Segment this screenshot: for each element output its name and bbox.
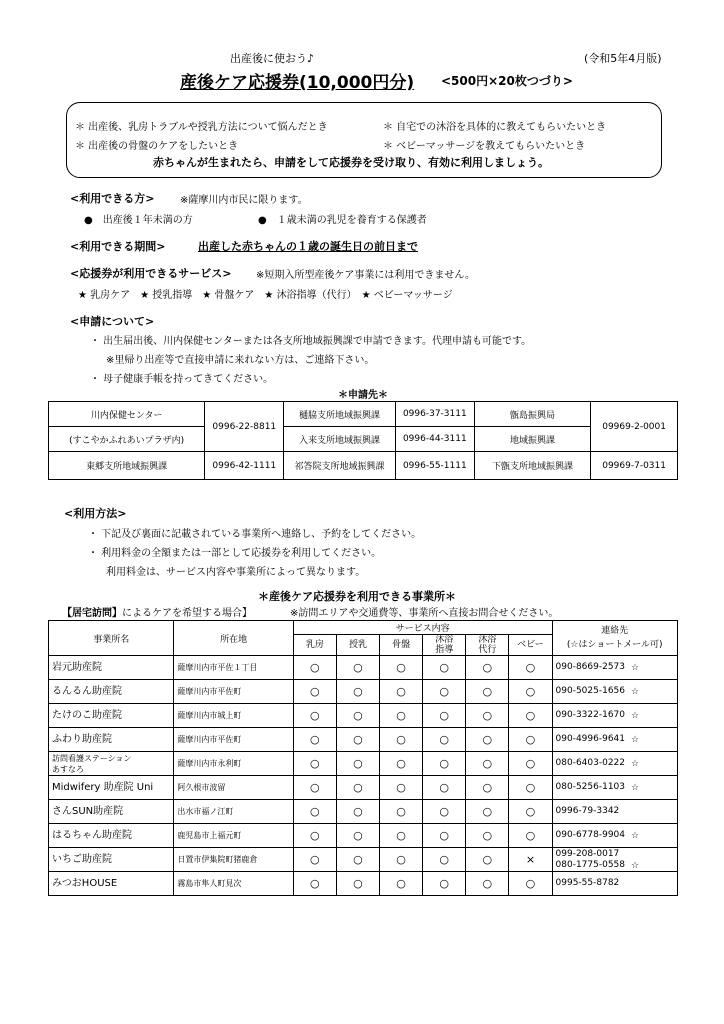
- col-contact-header: [552, 621, 677, 656]
- col-name-header: 事業所名: [49, 621, 174, 656]
- table-row: [49, 800, 678, 824]
- visit-label: 【居宅訪問】: [62, 608, 122, 619]
- office-iriki: 入来支所地域振興課: [284, 427, 396, 452]
- service-mark: ○: [423, 800, 466, 824]
- service-mark: ×: [509, 848, 552, 872]
- service-mark: ○: [466, 680, 509, 704]
- provider-address: 薩摩川内市平佐１丁目: [174, 656, 293, 680]
- office-table: [48, 401, 678, 480]
- provider-address: 薩摩川内市平佐町: [174, 680, 293, 704]
- provider-name: はるちゃん助産院: [49, 824, 174, 848]
- provider-tel: 0995-55-8782: [555, 878, 620, 888]
- service-mark: ○: [509, 704, 552, 728]
- table-row: [49, 680, 678, 704]
- provider-address: 薩摩川内市永利町: [174, 752, 293, 776]
- office-hiwaki-tel: 0996-37-3111: [395, 402, 474, 427]
- star-icon: ☆: [631, 735, 640, 745]
- provider-tel: 090-8669-2573: [555, 662, 625, 672]
- provider-name: 岩元助産院: [49, 656, 174, 680]
- service-mark: ○: [466, 776, 509, 800]
- table-row: [49, 872, 678, 896]
- provider-address: 霧島市隼人町見次: [174, 872, 293, 896]
- provider-name: たけのこ助産院: [49, 704, 174, 728]
- svc-col-header: 沐浴 指導: [423, 635, 466, 656]
- service-mark: ○: [509, 680, 552, 704]
- office-kawauchi: 川内保健センター: [49, 402, 205, 427]
- service-mark: ○: [509, 776, 552, 800]
- provider-name: さんSUN助産院: [49, 800, 174, 824]
- services-heading: <応援券が利用できるサービス>: [70, 267, 232, 280]
- service-mark: ○: [423, 848, 466, 872]
- service-mark: ○: [293, 800, 336, 824]
- office-kedoin: 祁答院支所地域振興課: [284, 452, 396, 480]
- star-icon: ☆: [631, 860, 640, 871]
- office-koshiki-tel: 09969-2-0001: [591, 402, 678, 452]
- service-mark: ○: [423, 824, 466, 848]
- provider-contact: [552, 800, 677, 824]
- services-note: ※短期入所型産後ケア事業には利用できません。: [256, 270, 475, 281]
- col-contact-note: (☆はショートメール可): [566, 640, 663, 650]
- service-mark: ○: [509, 800, 552, 824]
- service-mark: ○: [380, 656, 423, 680]
- provider-tel: 090-5025-1656: [555, 686, 625, 696]
- service-mark: ○: [293, 704, 336, 728]
- provider-tel: 0996-79-3342: [555, 806, 620, 816]
- star-icon: ☆: [631, 711, 640, 721]
- provider-tel: 090-3322-1670: [555, 710, 625, 720]
- usage-heading: <利用方法>: [64, 507, 127, 520]
- office-togo-tel: 0996-42-1111: [205, 452, 284, 480]
- col-address-header: 所在地: [174, 621, 293, 656]
- service-mark: ○: [336, 680, 379, 704]
- intro-line-2-left: ＊ 出産後の骨盤のケアをしたいとき: [75, 141, 239, 152]
- table-row: [49, 752, 678, 776]
- provider-tel: 080-5256-1103: [555, 782, 625, 792]
- service-mark: ○: [466, 848, 509, 872]
- service-mark: ○: [336, 800, 379, 824]
- office-koshiki: 甑島振興局: [474, 402, 590, 427]
- service-mark: ○: [466, 704, 509, 728]
- usage-line-3: 利用料金は、サービス内容や事業所によって異なります。: [106, 567, 366, 578]
- provider-address: 阿久根市波留: [174, 776, 293, 800]
- eligible-heading: <利用できる方>: [70, 192, 155, 205]
- service-mark: ○: [423, 872, 466, 896]
- service-mark: ○: [466, 872, 509, 896]
- provider-name: Midwifery 助産院 Uni: [49, 776, 174, 800]
- intro-line-1-right: ＊ 自宅での沐浴を具体的に教えてもらいたいとき: [383, 122, 607, 133]
- service-mark: ○: [293, 848, 336, 872]
- provider-name: いちご助産院: [49, 848, 174, 872]
- service-mark: ○: [466, 824, 509, 848]
- service-mark: ○: [509, 656, 552, 680]
- provider-name: るんるん助産院: [49, 680, 174, 704]
- service-mark: ○: [293, 752, 336, 776]
- page-subtitle: <500円×20枚つづり>: [441, 74, 573, 88]
- star-icon: ☆: [631, 687, 640, 697]
- service-mark: ○: [336, 776, 379, 800]
- table-row: [49, 704, 678, 728]
- edition: (令和5年4月版): [584, 52, 662, 65]
- office-togo: 東郷支所地域振興課: [49, 452, 205, 480]
- office-hiwaki: 樋脇支所地域振興課: [284, 402, 396, 427]
- office-kawauchi-tel: 0996-22-8811: [205, 402, 284, 452]
- intro-box: [66, 102, 662, 178]
- service-mark: ○: [509, 824, 552, 848]
- col-services-header: サービス内容: [293, 621, 552, 635]
- svc-col-header: 乳房: [293, 635, 336, 656]
- providers-title: ＊産後ケア応援券を利用できる事業所＊: [258, 590, 456, 603]
- service-mark: ○: [380, 824, 423, 848]
- service-mark: ○: [293, 872, 336, 896]
- service-mark: ○: [336, 752, 379, 776]
- service-mark: ○: [509, 872, 552, 896]
- period-heading: <利用できる期間>: [70, 240, 166, 253]
- provider-name: みつおHOUSE: [49, 872, 174, 896]
- service-mark: ○: [380, 704, 423, 728]
- intro-line-1-left: ＊ 出産後、乳房トラブルや授乳方法について悩んだとき: [75, 122, 328, 133]
- provider-address: 出水市福ノ江町: [174, 800, 293, 824]
- service-mark: ○: [466, 728, 509, 752]
- service-mark: ○: [380, 800, 423, 824]
- table-row: [49, 848, 678, 872]
- service-mark: ○: [293, 824, 336, 848]
- office-kedoin-tel: 0996-55-1111: [395, 452, 474, 480]
- eligible-item-2: ● １歳未満の乳児を養育する保護者: [258, 215, 427, 226]
- svc-col-header: 授乳: [336, 635, 379, 656]
- service-mark: ○: [380, 680, 423, 704]
- service-mark: ○: [423, 776, 466, 800]
- service-mark: ○: [336, 824, 379, 848]
- intro-line-3: 赤ちゃんが生まれたら、申請をして応援券を受け取り、有効に利用しましょう。: [153, 156, 549, 169]
- provider-address: 鹿児島市上福元町: [174, 824, 293, 848]
- provider-contact: [552, 872, 677, 896]
- table-row: [49, 728, 678, 752]
- svc-col-header: ベビー: [509, 635, 552, 656]
- table-row: [49, 824, 678, 848]
- service-mark: ○: [509, 728, 552, 752]
- provider-tel: 090-6778-9904: [555, 830, 625, 840]
- provider-tel: 080-6403-0222: [555, 758, 625, 768]
- provider-address: 薩摩川内市城上町: [174, 704, 293, 728]
- services-list: ★ 乳房ケア ★ 授乳指導 ★ 骨盤ケア ★ 沐浴指導（代行） ★ ベビーマッサージ: [78, 290, 453, 301]
- service-mark: ○: [423, 680, 466, 704]
- provider-contact: [552, 680, 677, 704]
- apply-line-1: ・ 出生届出後、川内保健センターまたは各支所地域振興課で申請できます。代理申請も可能です。: [90, 336, 532, 347]
- service-mark: ○: [380, 728, 423, 752]
- period-text: 出産した赤ちゃんの１歳の誕生日の前日まで: [198, 240, 418, 253]
- star-icon: ☆: [631, 759, 640, 769]
- contact-title: ＊申請先＊: [338, 390, 388, 401]
- table-row: [49, 776, 678, 800]
- service-mark: ○: [336, 848, 379, 872]
- provider-contact: [552, 728, 677, 752]
- office-shimokoshiki: 下甑支所地域振興課: [474, 452, 590, 480]
- provider-address: 日置市伊集院町猪鹿倉: [174, 848, 293, 872]
- provider-address: 薩摩川内市平佐町: [174, 728, 293, 752]
- service-mark: ○: [380, 752, 423, 776]
- svc-col-header: 骨盤: [380, 635, 423, 656]
- office-koshiki-sub: 地域振興課: [474, 427, 590, 452]
- service-mark: ○: [293, 776, 336, 800]
- service-mark: ○: [336, 728, 379, 752]
- provider-name: ふわり助産院: [49, 728, 174, 752]
- star-icon: ☆: [631, 831, 640, 841]
- service-mark: ○: [466, 656, 509, 680]
- provider-contact: [552, 704, 677, 728]
- service-mark: ○: [380, 872, 423, 896]
- service-mark: ○: [466, 752, 509, 776]
- apply-line-2: ※里帰り出産等で直接申請に来れない方は、ご連絡下さい。: [106, 355, 375, 366]
- service-mark: ○: [423, 728, 466, 752]
- svc-col-header: 沐浴 代行: [466, 635, 509, 656]
- page-title: 産後ケア応援券(10,000円分): [180, 73, 415, 93]
- provider-contact: [552, 656, 677, 680]
- service-mark: ○: [423, 656, 466, 680]
- service-mark: ○: [293, 728, 336, 752]
- office-kawauchi-sub: (すこやかふれあいプラザ内): [49, 427, 205, 452]
- service-mark: ○: [466, 800, 509, 824]
- office-shimokoshiki-tel: 09969-7-0311: [591, 452, 678, 480]
- service-mark: ○: [423, 704, 466, 728]
- table-row: [49, 656, 678, 680]
- visit-text: によるケアを希望する場合】: [122, 608, 252, 619]
- star-icon: ☆: [631, 783, 640, 793]
- provider-name: 訪問看護ステーション あすなろ: [49, 752, 174, 776]
- star-icon: ☆: [631, 663, 640, 673]
- provider-table: [48, 620, 678, 896]
- eligible-item-1: ● 出産後１年未満の方: [84, 215, 193, 226]
- service-mark: ○: [293, 656, 336, 680]
- service-mark: ○: [509, 752, 552, 776]
- service-mark: ○: [336, 656, 379, 680]
- service-mark: ○: [336, 704, 379, 728]
- provider-contact: [552, 848, 677, 872]
- provider-contact: [552, 752, 677, 776]
- provider-contact: [552, 824, 677, 848]
- eligible-note: ※薩摩川内市民に限ります。: [180, 195, 308, 206]
- apply-heading: <申請について>: [70, 315, 155, 328]
- visit-note: ※訪問エリアや交通費等、事業所へ直接お問合せください。: [290, 608, 559, 619]
- tagline: 出産後に使おう♪: [230, 52, 315, 65]
- usage-line-2: ・ 利用料金の全額または一部として応援券を利用してください。: [88, 548, 382, 559]
- service-mark: ○: [380, 848, 423, 872]
- service-mark: ○: [380, 776, 423, 800]
- intro-line-2-right: ＊ ベビーマッサージを教えてもらいたいとき: [383, 141, 586, 152]
- service-mark: ○: [336, 872, 379, 896]
- usage-line-1: ・ 下記及び裏面に記載されている事業所へ連絡し、予約をしてください。: [88, 529, 422, 540]
- provider-tel: 099-208-0017 080-1775-0558: [555, 848, 625, 870]
- provider-contact: [552, 776, 677, 800]
- office-iriki-tel: 0996-44-3111: [395, 427, 474, 452]
- service-mark: ○: [293, 680, 336, 704]
- apply-line-3: ・ 母子健康手帳を持ってきてください。: [90, 374, 274, 385]
- provider-tel: 090-4996-9641: [555, 734, 625, 744]
- service-mark: ○: [423, 752, 466, 776]
- col-contact-label: 連絡先: [601, 626, 629, 636]
